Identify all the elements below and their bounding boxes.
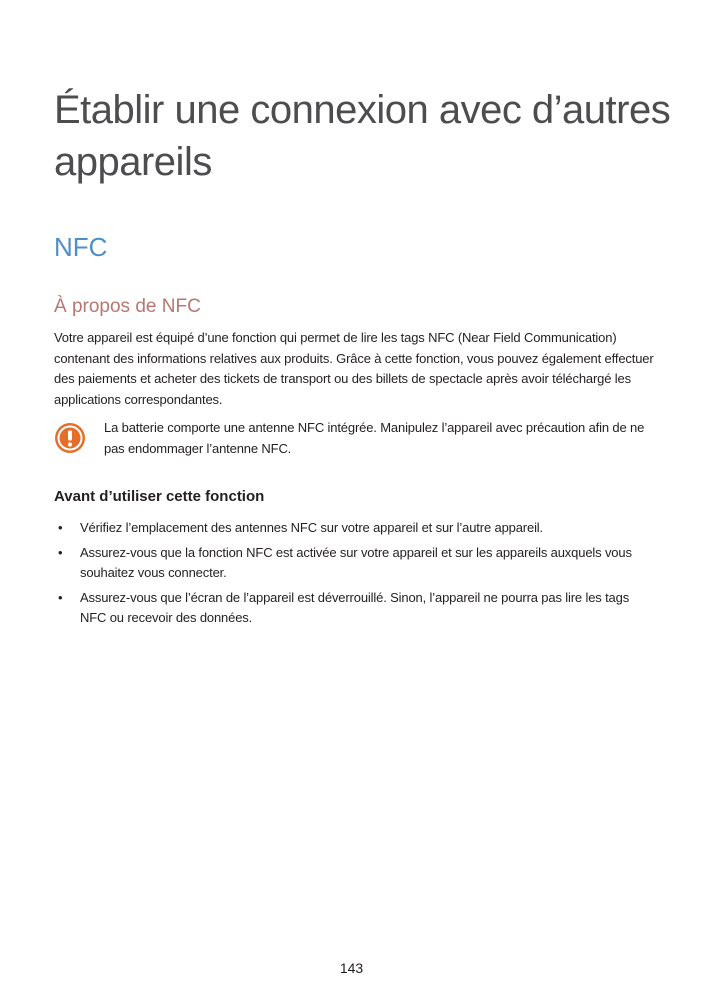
list-item — [54, 518, 654, 539]
list-item-text: Assurez-vous que la fonction NFC est activée sur votre appareil et sur les appareils auxquels vous souhaitez vous connecter. — [80, 544, 632, 580]
intro-paragraph: Votre appareil est équipé d’une fonction qui permet de lire les tags NFC (Near Field Communication) contenant des informations relatives aux produits. Grâce à cette fonction, vous pouvez également effectuer des paiements et acheter des tickets de transport ou des billets de spectacle après avoir téléchargé les applications correspondantes. — [54, 330, 654, 407]
bullet-icon: • — [58, 589, 63, 605]
before-use-list — [54, 518, 654, 633]
caution-note — [54, 418, 654, 462]
list-item — [54, 543, 654, 584]
subsection-title: À propos de NFC — [54, 296, 201, 317]
page-number: 143 — [339, 960, 364, 976]
list-item-text: Vérifiez l’emplacement des antennes NFC sur votre appareil et sur l’autre appareil. — [80, 520, 544, 535]
section-title: NFC — [54, 232, 108, 262]
bullet-icon: • — [58, 544, 63, 560]
caution-icon — [54, 422, 86, 454]
list-item — [54, 588, 654, 629]
list-item-text: Assurez-vous que l’écran de l’appareil est déverrouillé. Sinon, l’appareil ne pourra pas lire les tags NFC ou recevoir des données. — [80, 589, 630, 625]
page-title: Établir une connexion avec d’autres appareils — [54, 88, 671, 184]
before-use-heading: Avant d’utiliser cette fonction — [54, 488, 265, 505]
bullet-icon: • — [58, 520, 63, 535]
caution-text: La batterie comporte une antenne NFC intégrée. Manipulez l’appareil avec précaution afin de ne pas endommager l’antenne NFC. — [104, 420, 645, 456]
